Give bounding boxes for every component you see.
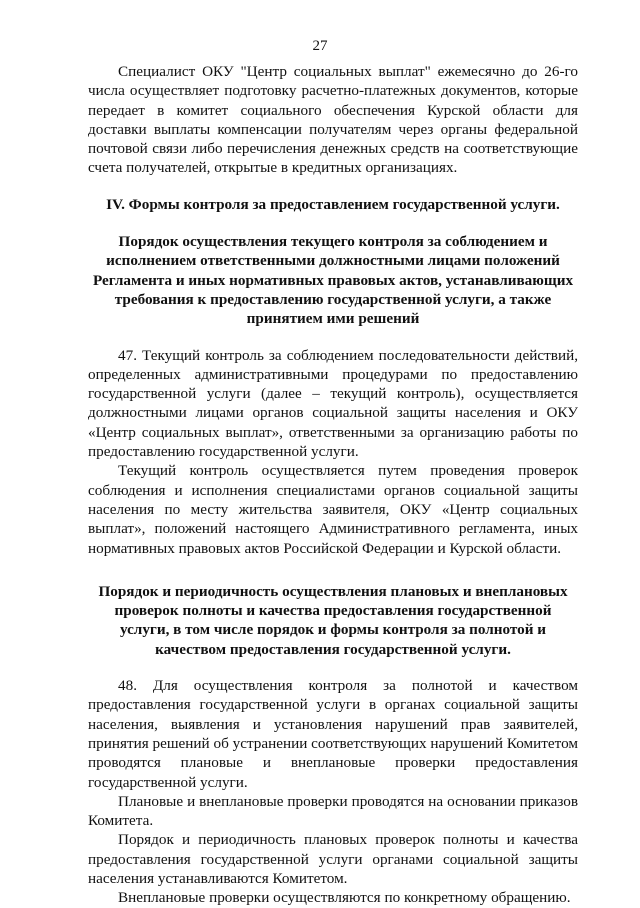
intro-paragraph: Специалист ОКУ "Центр социальных выплат" ежемесячно до 26-го числа осуществляет подготовку расчетно-платежных документов, которые передает в комитет социального обеспечения Курской области для доставки выплаты компенсации получателям через органы федеральной почтовой связи либо перечисления денежных средств на соответствующие счета получателей, открытые в кредитных организациях. — [88, 63, 578, 177]
item-48-paragraph-3: Порядок и периодичность плановых проверок полноты и качества предоставления государственной услуги органами социальной защиты населения устанавливаются Комитетом. — [88, 831, 578, 887]
subheading-inspections: Порядок и периодичность осуществления плановых и внеплановых проверок полноты и качества предоставления государственной услуги, в том числе порядок и формы контроля за полнотой и качеством предоставления государственной услуги. — [98, 582, 568, 658]
item-47-paragraph-2: Текущий контроль осуществляется путем проведения проверок соблюдения и исполнения специалистами органов социальной защиты населения по месту жительства заявителя, ОКУ «Центр социальных выплат», положений настоящего Административного регламента, иных нормативных правовых актов Российской Федерации и Курской области. — [88, 462, 578, 557]
item-48-paragraph-4: Внеплановые проверки осуществляются по конкретному обращению. — [118, 889, 571, 907]
section-heading: IV. Формы контроля за предоставлением государственной услуги. — [106, 195, 560, 213]
item-47-paragraph: 47. Текущий контроль за соблюдением последовательности действий, определенных административными процедурами по предоставлению государственной услуги (далее – текущий контроль), осуществляется должностными лицами органов социальной защиты населения и ОКУ «Центр социальных выплат», ответственными за организацию работы по предоставлению государственной услуги. — [88, 346, 578, 461]
item-48-paragraph-2: Плановые и внеплановые проверки проводятся на основании приказов Комитета. — [88, 792, 578, 830]
page-content — [88, 62, 578, 908]
subheading-current-control: Порядок осуществления текущего контроля за соблюдением и исполнением ответственными должностными лицами положений Регламента и иных нормативных правовых актов, устанавливающих требования к предоставлению государственной услуги, а также принятием ими решений — [92, 233, 574, 328]
item-48-paragraph: 48. Для осуществления контроля за полнотой и качеством предоставления государственной услуги в органах социальной защиты населения, выявления и установления нарушений прав заявителей, принятия решений об устранении соответствующих нарушений Комитетом проводятся плановые и внеплановые проверки предоставления государственной услуги. — [88, 677, 578, 791]
page-number: 27 — [312, 38, 328, 54]
